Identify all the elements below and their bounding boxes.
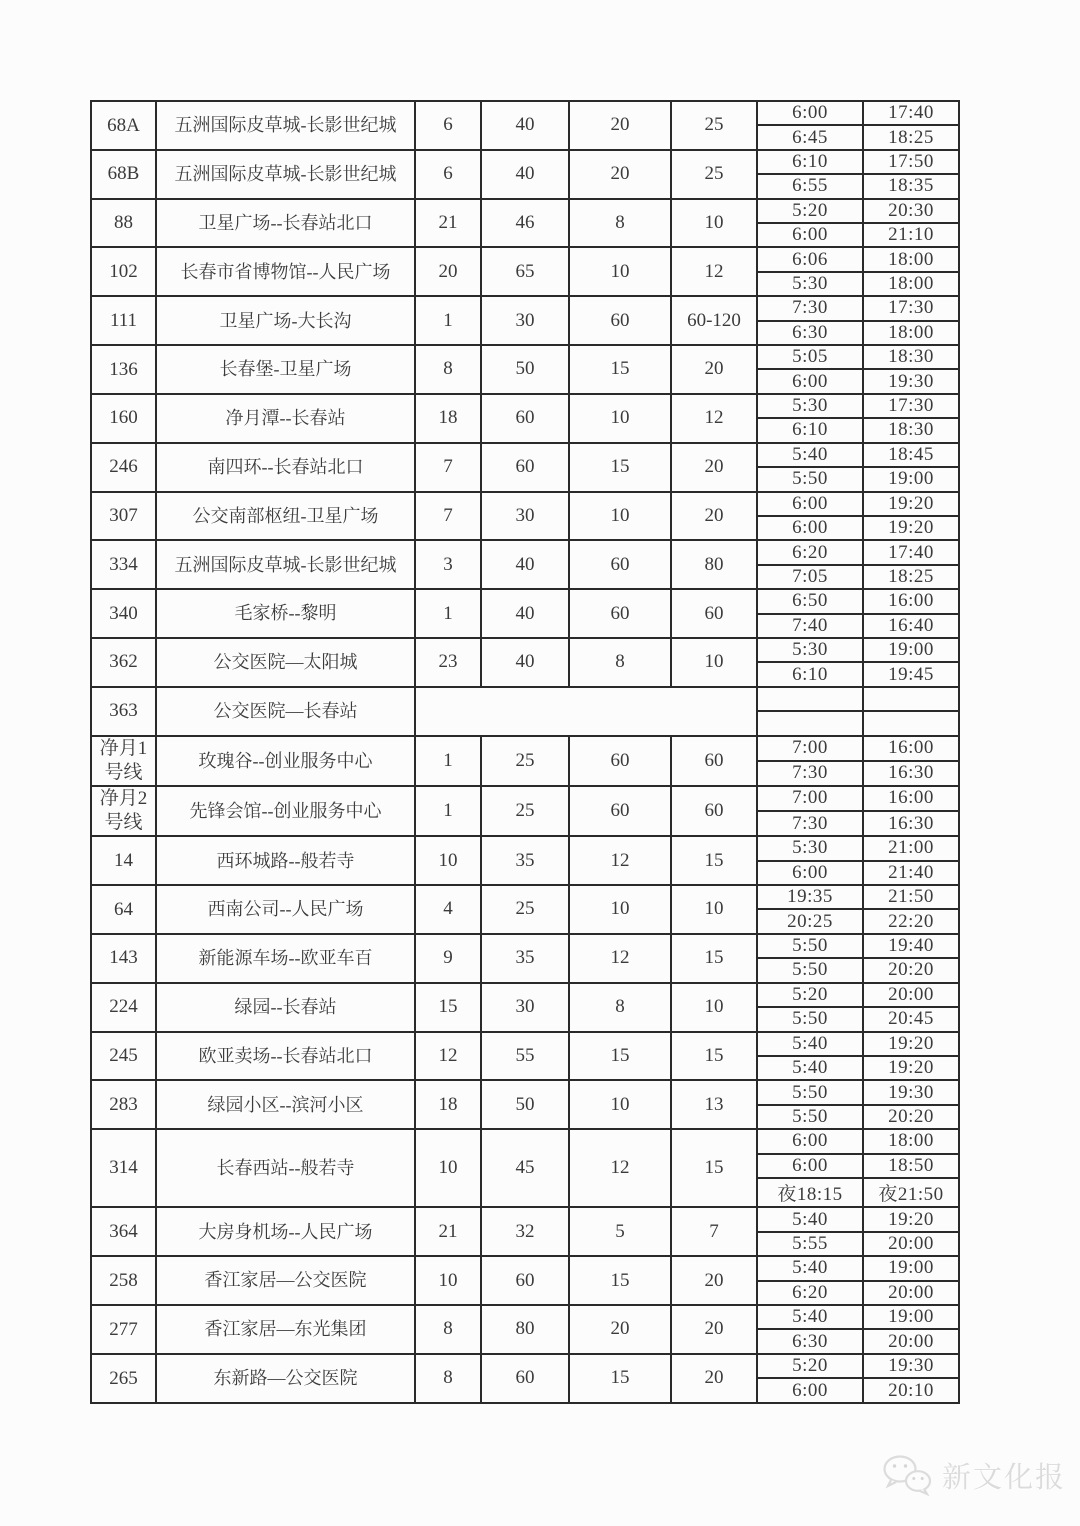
value-cell: 10 (415, 1256, 481, 1305)
value-cell: 15 (671, 836, 757, 885)
schedule-row-258-0 (91, 1256, 959, 1280)
route-number-cell: 364 (91, 1207, 156, 1256)
route-number-cell: 334 (91, 540, 156, 589)
first-bus-time-cell: 5:30 (757, 638, 863, 662)
schedule-row-136-0 (91, 345, 959, 369)
value-cell: 10 (671, 199, 757, 248)
schedule-row-68A-0 (91, 101, 959, 125)
value-cell: 25 (481, 736, 569, 786)
value-cell: 25 (481, 885, 569, 934)
value-cell: 60 (569, 736, 671, 786)
value-cell: 21 (415, 199, 481, 248)
route-number-cell: 111 (91, 296, 156, 345)
value-cell: 6 (415, 150, 481, 199)
first-bus-time-cell: 6:00 (757, 1129, 863, 1153)
last-bus-time-cell (863, 711, 959, 735)
first-bus-time-cell: 5:55 (757, 1232, 863, 1256)
value-cell: 10 (569, 394, 671, 443)
value-cell: 60-120 (671, 296, 757, 345)
first-bus-time-cell: 5:50 (757, 467, 863, 491)
route-number-cell: 净月2号线 (91, 786, 156, 836)
value-cell: 15 (569, 345, 671, 394)
value-cell: 15 (569, 443, 671, 492)
first-bus-time-cell: 5:50 (757, 1007, 863, 1031)
last-bus-time-cell: 21:50 (863, 885, 959, 909)
value-cell: 45 (481, 1129, 569, 1207)
value-cell: 10 (569, 1080, 671, 1129)
schedule-row-14-0 (91, 836, 959, 860)
value-cell: 18 (415, 394, 481, 443)
value-cell: 35 (481, 836, 569, 885)
value-cell: 50 (481, 1080, 569, 1129)
last-bus-time-cell: 20:30 (863, 199, 959, 223)
value-cell: 40 (481, 638, 569, 687)
value-cell: 10 (569, 247, 671, 296)
value-cell: 10 (671, 885, 757, 934)
first-bus-time-cell: 6:10 (757, 662, 863, 686)
value-cell: 12 (569, 1129, 671, 1207)
route-name-cell: 五洲国际皮草城-长影世纪城 (156, 101, 415, 150)
value-cell: 20 (671, 1354, 757, 1403)
route-name-cell: 毛家桥--黎明 (156, 589, 415, 638)
value-cell: 20 (671, 492, 757, 541)
schedule-row-160-0 (91, 394, 959, 418)
route-number-cell: 64 (91, 885, 156, 934)
route-name-cell: 卫星广场--长春站北口 (156, 199, 415, 248)
first-bus-time-cell: 20:25 (757, 909, 863, 933)
last-bus-time-cell: 19:00 (863, 1256, 959, 1280)
bus-schedule-table (90, 100, 960, 1404)
route-number-cell: 68A (91, 101, 156, 150)
last-bus-time-cell: 16:00 (863, 589, 959, 613)
first-bus-time-cell: 6:30 (757, 1329, 863, 1353)
value-cell: 20 (671, 1256, 757, 1305)
first-bus-time-cell: 6:20 (757, 1281, 863, 1305)
value-cell: 40 (481, 589, 569, 638)
first-bus-time-cell: 7:30 (757, 296, 863, 320)
first-bus-time-cell: 7:40 (757, 614, 863, 638)
value-cell: 23 (415, 638, 481, 687)
schedule-row-净月2号线-0 (91, 786, 959, 811)
value-cell: 8 (415, 1305, 481, 1354)
route-name-cell: 五洲国际皮草城-长影世纪城 (156, 150, 415, 199)
last-bus-time-cell: 19:30 (863, 1354, 959, 1378)
route-name-cell: 西环城路--般若寺 (156, 836, 415, 885)
first-bus-time-cell: 5:40 (757, 1207, 863, 1231)
first-bus-time-cell: 6:06 (757, 247, 863, 271)
last-bus-time-cell: 20:20 (863, 1105, 959, 1129)
last-bus-time-cell: 18:00 (863, 272, 959, 296)
value-cell: 60 (569, 296, 671, 345)
schedule-row-64-0 (91, 885, 959, 909)
last-bus-time-cell: 18:45 (863, 443, 959, 467)
route-number-cell: 258 (91, 1256, 156, 1305)
last-bus-time-cell: 17:40 (863, 540, 959, 564)
first-bus-time-cell: 夜18:15 (757, 1178, 863, 1207)
route-name-cell: 东新路—公交医院 (156, 1354, 415, 1403)
first-bus-time-cell: 7:05 (757, 565, 863, 589)
route-name-cell: 玫瑰谷--创业服务中心 (156, 736, 415, 786)
value-cell: 12 (671, 247, 757, 296)
first-bus-time-cell: 7:30 (757, 811, 863, 836)
value-cell: 10 (569, 885, 671, 934)
last-bus-time-cell: 18:00 (863, 1129, 959, 1153)
value-cell: 40 (481, 150, 569, 199)
value-cell: 5 (569, 1207, 671, 1256)
first-bus-time-cell: 6:00 (757, 516, 863, 540)
route-number-cell: 245 (91, 1032, 156, 1081)
first-bus-time-cell (757, 687, 863, 711)
value-cell: 80 (481, 1305, 569, 1354)
route-name-cell: 欧亚卖场--长春站北口 (156, 1032, 415, 1081)
route-name-cell: 香江家居—东光集团 (156, 1305, 415, 1354)
last-bus-time-cell: 16:00 (863, 736, 959, 761)
first-bus-time-cell: 6:00 (757, 492, 863, 516)
route-number-cell: 160 (91, 394, 156, 443)
value-cell: 30 (481, 492, 569, 541)
first-bus-time-cell: 5:50 (757, 958, 863, 982)
value-cell: 15 (671, 934, 757, 983)
first-bus-time-cell: 5:30 (757, 272, 863, 296)
route-name-cell: 南四环--长春站北口 (156, 443, 415, 492)
first-bus-time-cell: 5:40 (757, 1256, 863, 1280)
last-bus-time-cell: 16:00 (863, 786, 959, 811)
last-bus-time-cell: 20:00 (863, 1232, 959, 1256)
value-cell: 25 (671, 101, 757, 150)
value-cell: 1 (415, 296, 481, 345)
first-bus-time-cell: 6:10 (757, 150, 863, 174)
value-cell: 12 (671, 394, 757, 443)
value-cell: 40 (481, 101, 569, 150)
first-bus-time-cell: 5:50 (757, 1105, 863, 1129)
last-bus-time-cell: 21:10 (863, 223, 959, 247)
last-bus-time-cell: 20:00 (863, 1329, 959, 1353)
schedule-row-363-0 (91, 687, 959, 711)
value-cell: 6 (415, 101, 481, 150)
route-number-cell: 246 (91, 443, 156, 492)
last-bus-time-cell: 18:35 (863, 174, 959, 198)
value-cell: 30 (481, 983, 569, 1032)
value-cell: 25 (671, 150, 757, 199)
value-cell: 30 (481, 296, 569, 345)
value-cell: 9 (415, 934, 481, 983)
value-cell: 1 (415, 736, 481, 786)
value-cell: 60 (481, 1256, 569, 1305)
value-cell: 10 (415, 836, 481, 885)
first-bus-time-cell: 5:40 (757, 1305, 863, 1329)
first-bus-time-cell: 7:30 (757, 761, 863, 786)
route-number-cell: 277 (91, 1305, 156, 1354)
watermark-text: 新文化报 (942, 1461, 1067, 1494)
value-cell: 8 (569, 983, 671, 1032)
value-cell: 15 (569, 1032, 671, 1081)
last-bus-time-cell: 19:45 (863, 662, 959, 686)
value-cell: 80 (671, 540, 757, 589)
first-bus-time-cell: 6:10 (757, 418, 863, 442)
last-bus-time-cell: 20:20 (863, 958, 959, 982)
value-cell: 10 (415, 1129, 481, 1207)
route-number-cell: 143 (91, 934, 156, 983)
last-bus-time-cell: 19:20 (863, 516, 959, 540)
last-bus-time-cell: 20:00 (863, 983, 959, 1007)
first-bus-time-cell: 7:00 (757, 786, 863, 811)
first-bus-time-cell: 5:20 (757, 199, 863, 223)
first-bus-time-cell: 6:30 (757, 321, 863, 345)
route-name-cell: 绿园--长春站 (156, 983, 415, 1032)
first-bus-time-cell: 6:00 (757, 369, 863, 393)
schedule-row-224-0 (91, 983, 959, 1007)
route-name-cell: 净月潭--长春站 (156, 394, 415, 443)
last-bus-time-cell: 17:30 (863, 296, 959, 320)
route-number-cell: 283 (91, 1080, 156, 1129)
schedule-row-283-0 (91, 1080, 959, 1104)
route-number-cell: 314 (91, 1129, 156, 1207)
schedule-row-307-0 (91, 492, 959, 516)
value-cell: 8 (569, 199, 671, 248)
first-bus-time-cell: 5:20 (757, 983, 863, 1007)
last-bus-time-cell: 18:00 (863, 247, 959, 271)
value-cell: 15 (671, 1032, 757, 1081)
value-cell: 7 (415, 492, 481, 541)
value-cell: 18 (415, 1080, 481, 1129)
schedule-row-245-0 (91, 1032, 959, 1056)
value-cell: 20 (671, 1305, 757, 1354)
schedule-row-277-0 (91, 1305, 959, 1329)
value-cell: 20 (569, 150, 671, 199)
last-bus-time-cell: 19:00 (863, 1305, 959, 1329)
last-bus-time-cell: 19:00 (863, 638, 959, 662)
value-cell: 20 (671, 443, 757, 492)
first-bus-time-cell: 6:00 (757, 223, 863, 247)
route-name-cell: 卫星广场-大长沟 (156, 296, 415, 345)
first-bus-time-cell (757, 711, 863, 735)
last-bus-time-cell: 夜21:50 (863, 1178, 959, 1207)
last-bus-time-cell: 22:20 (863, 909, 959, 933)
last-bus-time-cell: 19:20 (863, 1032, 959, 1056)
first-bus-time-cell: 5:20 (757, 1354, 863, 1378)
last-bus-time-cell: 21:00 (863, 836, 959, 860)
last-bus-time-cell: 17:50 (863, 150, 959, 174)
route-name-cell: 绿园小区--滨河小区 (156, 1080, 415, 1129)
schedule-row-68B-0 (91, 150, 959, 174)
route-name-cell: 长春市省博物馆--人民广场 (156, 247, 415, 296)
value-cell: 40 (481, 540, 569, 589)
value-cell: 60 (569, 786, 671, 836)
value-cell: 3 (415, 540, 481, 589)
last-bus-time-cell: 21:40 (863, 861, 959, 885)
route-name-cell: 长春西站--般若寺 (156, 1129, 415, 1207)
route-number-cell: 265 (91, 1354, 156, 1403)
last-bus-time-cell: 18:30 (863, 418, 959, 442)
schedule-row-362-0 (91, 638, 959, 662)
last-bus-time-cell: 18:00 (863, 321, 959, 345)
route-name-cell: 先锋会馆--创业服务中心 (156, 786, 415, 836)
route-number-cell: 14 (91, 836, 156, 885)
route-name-cell: 香江家居—公交医院 (156, 1256, 415, 1305)
last-bus-time-cell: 19:00 (863, 467, 959, 491)
value-cell: 15 (671, 1129, 757, 1207)
route-name-cell: 长春堡-卫星广场 (156, 345, 415, 394)
last-bus-time-cell: 19:20 (863, 492, 959, 516)
first-bus-time-cell: 6:45 (757, 125, 863, 149)
route-number-cell: 340 (91, 589, 156, 638)
schedule-row-314-0 (91, 1129, 959, 1153)
route-number-cell: 68B (91, 150, 156, 199)
first-bus-time-cell: 6:50 (757, 589, 863, 613)
schedule-row-364-0 (91, 1207, 959, 1231)
value-cell: 50 (481, 345, 569, 394)
first-bus-time-cell: 5:30 (757, 836, 863, 860)
last-bus-time-cell: 18:25 (863, 125, 959, 149)
value-cell: 60 (481, 1354, 569, 1403)
first-bus-time-cell: 5:05 (757, 345, 863, 369)
value-cell: 25 (481, 786, 569, 836)
value-cell: 12 (569, 836, 671, 885)
value-cell: 32 (481, 1207, 569, 1256)
value-cell: 12 (415, 1032, 481, 1081)
route-number-cell: 307 (91, 492, 156, 541)
value-cell: 20 (415, 247, 481, 296)
route-name-cell: 公交医院—太阳城 (156, 638, 415, 687)
value-cell: 60 (671, 786, 757, 836)
route-number-cell: 净月1号线 (91, 736, 156, 786)
value-cell: 21 (415, 1207, 481, 1256)
last-bus-time-cell: 18:30 (863, 345, 959, 369)
route-number-cell: 88 (91, 199, 156, 248)
last-bus-time-cell: 19:20 (863, 1056, 959, 1080)
value-cell: 15 (415, 983, 481, 1032)
schedule-row-340-0 (91, 589, 959, 613)
value-cell: 8 (415, 345, 481, 394)
first-bus-time-cell: 6:00 (757, 1378, 863, 1403)
value-cell: 60 (569, 540, 671, 589)
wechat-icon (881, 1453, 933, 1497)
empty-merged-cell (415, 687, 757, 736)
first-bus-time-cell: 6:00 (757, 861, 863, 885)
first-bus-time-cell: 7:00 (757, 736, 863, 761)
schedule-row-111-0 (91, 296, 959, 320)
first-bus-time-cell: 6:00 (757, 101, 863, 125)
schedule-row-88-0 (91, 199, 959, 223)
first-bus-time-cell: 6:20 (757, 540, 863, 564)
value-cell: 60 (481, 394, 569, 443)
last-bus-time-cell (863, 687, 959, 711)
first-bus-time-cell: 6:00 (757, 1154, 863, 1178)
value-cell: 12 (569, 934, 671, 983)
route-name-cell: 公交医院—长春站 (156, 687, 415, 736)
value-cell: 10 (671, 983, 757, 1032)
last-bus-time-cell: 19:30 (863, 369, 959, 393)
value-cell: 7 (415, 443, 481, 492)
value-cell: 10 (569, 492, 671, 541)
value-cell: 46 (481, 199, 569, 248)
schedule-row-246-0 (91, 443, 959, 467)
value-cell: 13 (671, 1080, 757, 1129)
schedule-row-143-0 (91, 934, 959, 958)
last-bus-time-cell: 16:30 (863, 811, 959, 836)
value-cell: 8 (569, 638, 671, 687)
last-bus-time-cell: 20:00 (863, 1281, 959, 1305)
last-bus-time-cell: 20:45 (863, 1007, 959, 1031)
route-number-cell: 102 (91, 247, 156, 296)
value-cell: 20 (569, 1305, 671, 1354)
last-bus-time-cell: 17:30 (863, 394, 959, 418)
schedule-row-净月1号线-0 (91, 736, 959, 761)
last-bus-time-cell: 18:50 (863, 1154, 959, 1178)
last-bus-time-cell: 16:30 (863, 761, 959, 786)
value-cell: 15 (569, 1256, 671, 1305)
last-bus-time-cell: 17:40 (863, 101, 959, 125)
value-cell: 4 (415, 885, 481, 934)
last-bus-time-cell: 19:20 (863, 1207, 959, 1231)
value-cell: 65 (481, 247, 569, 296)
value-cell: 7 (671, 1207, 757, 1256)
value-cell: 1 (415, 589, 481, 638)
value-cell: 20 (569, 101, 671, 150)
watermark (881, 1451, 1066, 1499)
route-name-cell: 大房身机场--人民广场 (156, 1207, 415, 1256)
schedule-row-102-0 (91, 247, 959, 271)
first-bus-time-cell: 6:55 (757, 174, 863, 198)
route-name-cell: 西南公司--人民广场 (156, 885, 415, 934)
first-bus-time-cell: 5:50 (757, 934, 863, 958)
value-cell: 15 (569, 1354, 671, 1403)
last-bus-time-cell: 18:25 (863, 565, 959, 589)
schedule-row-334-0 (91, 540, 959, 564)
value-cell: 60 (671, 589, 757, 638)
first-bus-time-cell: 19:35 (757, 885, 863, 909)
route-number-cell: 224 (91, 983, 156, 1032)
first-bus-time-cell: 5:50 (757, 1080, 863, 1104)
last-bus-time-cell: 16:40 (863, 614, 959, 638)
first-bus-time-cell: 5:40 (757, 443, 863, 467)
last-bus-time-cell: 19:40 (863, 934, 959, 958)
first-bus-time-cell: 5:30 (757, 394, 863, 418)
route-name-cell: 五洲国际皮草城-长影世纪城 (156, 540, 415, 589)
route-number-cell: 362 (91, 638, 156, 687)
last-bus-time-cell: 19:30 (863, 1080, 959, 1104)
value-cell: 55 (481, 1032, 569, 1081)
value-cell: 60 (569, 589, 671, 638)
value-cell: 8 (415, 1354, 481, 1403)
route-name-cell: 新能源车场--欧亚车百 (156, 934, 415, 983)
route-number-cell: 363 (91, 687, 156, 736)
value-cell: 1 (415, 786, 481, 836)
route-number-cell: 136 (91, 345, 156, 394)
first-bus-time-cell: 5:40 (757, 1056, 863, 1080)
value-cell: 20 (671, 345, 757, 394)
first-bus-time-cell: 5:40 (757, 1032, 863, 1056)
value-cell: 35 (481, 934, 569, 983)
last-bus-time-cell: 20:10 (863, 1378, 959, 1403)
value-cell: 10 (671, 638, 757, 687)
schedule-row-265-0 (91, 1354, 959, 1378)
value-cell: 60 (481, 443, 569, 492)
value-cell: 60 (671, 736, 757, 786)
route-name-cell: 公交南部枢纽-卫星广场 (156, 492, 415, 541)
